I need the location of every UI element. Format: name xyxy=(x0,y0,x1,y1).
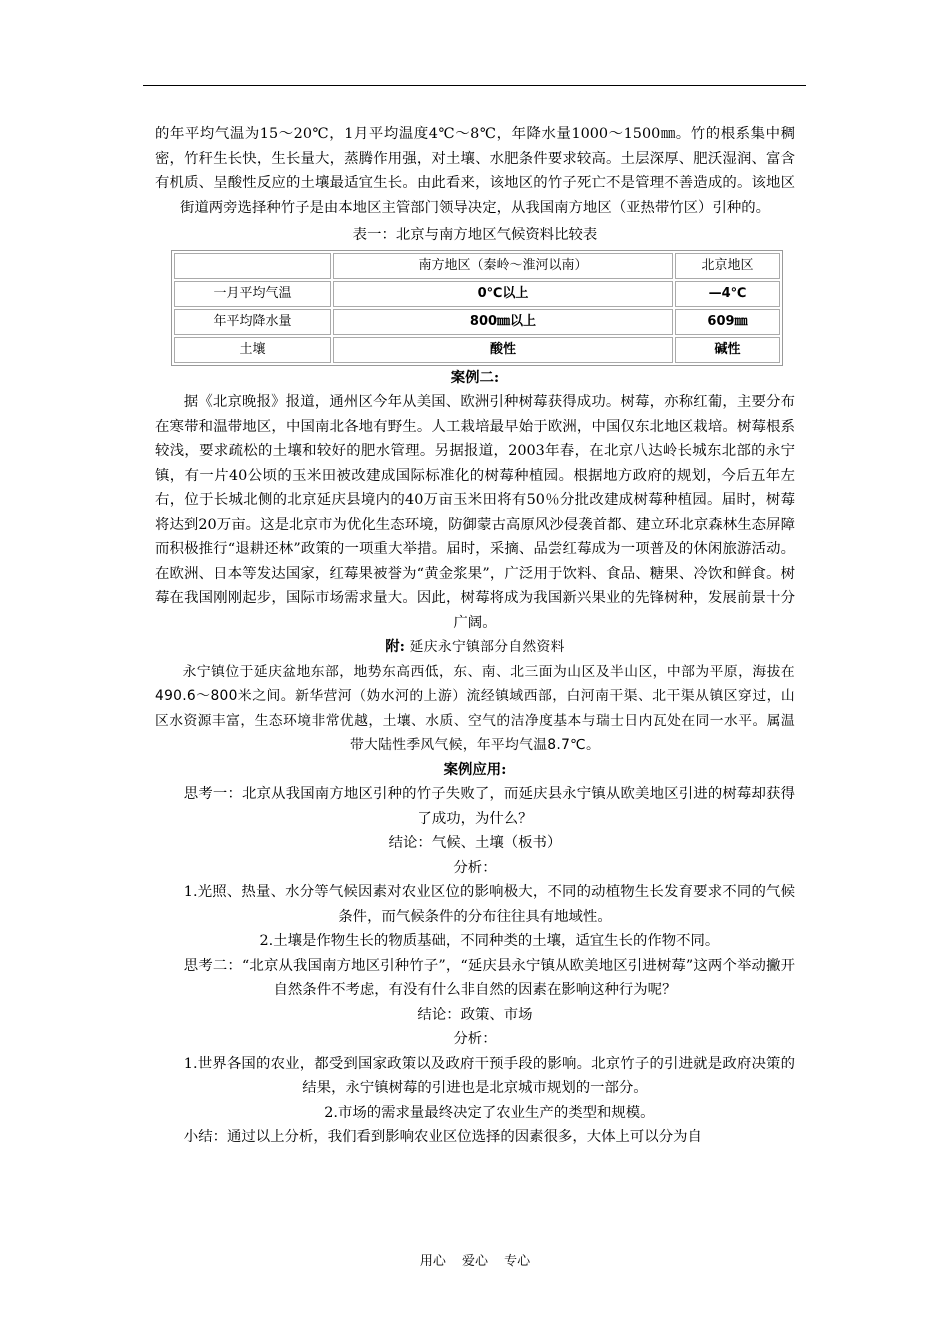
analysis-two-label: 分析： xyxy=(453,1031,497,1047)
south-value: 0℃以上 xyxy=(333,281,673,307)
table-header-beijing: 北京地区 xyxy=(675,253,780,279)
analysis-two-point-1: 1.世界各国的农业，都受到国家政策以及政府干预手段的影响。北京竹子的引进就是政府决策的结果，永宁镇树莓的引进也是北京城市规划的一部分。 xyxy=(183,1055,795,1096)
conclusion-two: 结论：政策、市场 xyxy=(417,1006,533,1023)
page-footer: 用心 爱心 专心 xyxy=(419,1254,531,1269)
appendix-heading xyxy=(155,635,795,660)
analysis-two-point-2: 2.市场的需求量最终决定了农业生产的类型和规模。 xyxy=(324,1104,655,1121)
row-label: 一月平均气温 xyxy=(174,281,331,307)
climate-comparison-table xyxy=(171,250,783,366)
page-body xyxy=(155,122,795,1150)
question-one: 思考一：北京从我国南方地区引种的竹子失败了，而延庆县永宁镇从欧美地区引进的树莓却获得了成功，为什么？ xyxy=(183,786,795,827)
analysis-one-point-2: 2.土壤是作物生长的物质基础，不同种类的土壤，适宜生长的作物不同。 xyxy=(259,933,720,949)
intro-paragraph: 的年平均气温为15～20℃，1月平均温度4℃～8℃，年降水量1000～1500㎜。竹的根系集中稠密，竹秆生长快，生长量大，蒸腾作用强，对土壤、水肥条件要求较高。土层深厚、肥沃湿润、富含有机质、呈酸性反应的土壤最适宜生长。由此看来，该地区的竹子死亡不是管理不善造成的。该地区街道两旁选择种竹子是由本地区主管部门领导决定，从我国南方地区（亚热带竹区）引种的。 xyxy=(155,126,795,216)
appendix-title: 延庆永宁镇部分自然资料 xyxy=(404,639,565,655)
appendix-body: 永宁镇位于延庆盆地东部，地势东高西低，东、南、北三面为山区及半山区，中部为平原，海拔在490.6～800米之间。新华营河（妫水河的上游）流经镇域西部，白河南干渠、北干渠从镇区穿过，山区水资源丰富，生态环境非常优越，土壤、水质、空气的洁净度基本与瑞士日内瓦处在同一水平。属温带大陆性季风气候，年平均气温8.7℃。 xyxy=(155,663,795,753)
row-label: 土壤 xyxy=(174,337,331,363)
beijing-value: —4℃ xyxy=(675,281,780,307)
beijing-value: 碱性 xyxy=(675,337,780,363)
table-header-blank xyxy=(174,253,331,279)
south-value: 800㎜以上 xyxy=(333,309,673,335)
table-header-row xyxy=(174,253,780,279)
question-two: 思考二：“北京从我国南方地区引种竹子”，“延庆县永宁镇从欧美地区引进树莓”这两个举动撇开自然条件不考虑，有没有什么非自然的因素在影响这种行为呢？ xyxy=(183,957,795,998)
table-row xyxy=(174,309,780,335)
row-label: 年平均降水量 xyxy=(174,309,331,335)
summary: 小结：通过以上分析，我们看到影响农业区位选择的因素很多，大体上可以分为自 xyxy=(183,1129,702,1145)
case2-body: 据《北京晚报》报道，通州区今年从美国、欧洲引种树莓获得成功。树莓，亦称红葡，主要分布在寒带和温带地区，中国南北各地有野生。人工栽培最早始于欧洲，中国仅东北地区栽培。树莓根系较浅，要求疏松的土壤和较好的肥水管理。另据报道，2003年春，在北京八达岭长城东北部的永宁镇，有一片40公顷的玉米田被改建成国际标准化的树莓种植园。根据地方政府的规划，今后五年左右，位于长城北侧的北京延庆县境内的40万亩玉米田将有50％分批改建成树莓种植园。届时，树莓将达到20万亩。这是北京市为优化生态环境，防御蒙古高原风沙侵袭首都、建立环北京森林生态屏障而积极推行“退耕还林”政策的一项重大举措。届时，采摘、品尝红莓成为一项普及的休闲旅游活动。在欧洲、日本等发达国家，红莓果被誉为“黄金浆果”，广泛用于饮料、食品、糖果、冷饮和鲜食。树莓在我国刚刚起步，国际市场需求量大。因此，树莓将成为我国新兴果业的先锋树种，发展前景十分广阔。 xyxy=(155,394,795,631)
south-value: 酸性 xyxy=(333,337,673,363)
application-heading: 案例应用: xyxy=(443,760,507,778)
table-caption: 表一：北京与南方地区气候资料比较表 xyxy=(352,227,598,243)
case2-heading: 案例二: xyxy=(450,368,500,386)
conclusion-one: 结论：气候、土壤（板书） xyxy=(388,835,562,851)
analysis-one-point-1: 1.光照、热量、水分等气候因素对农业区位的影响极大，不同的动植物生长发育要求不同的气候条件，而气候条件的分布往往具有地域性。 xyxy=(183,884,795,925)
analysis-one-label: 分析： xyxy=(453,859,497,876)
header-rule xyxy=(143,85,806,86)
appendix-label: 附: xyxy=(385,638,405,655)
table-header-south: 南方地区（秦岭～淮河以南） xyxy=(333,253,673,279)
table-row xyxy=(174,281,780,307)
table-row xyxy=(174,337,780,363)
beijing-value: 609㎜ xyxy=(675,309,780,335)
